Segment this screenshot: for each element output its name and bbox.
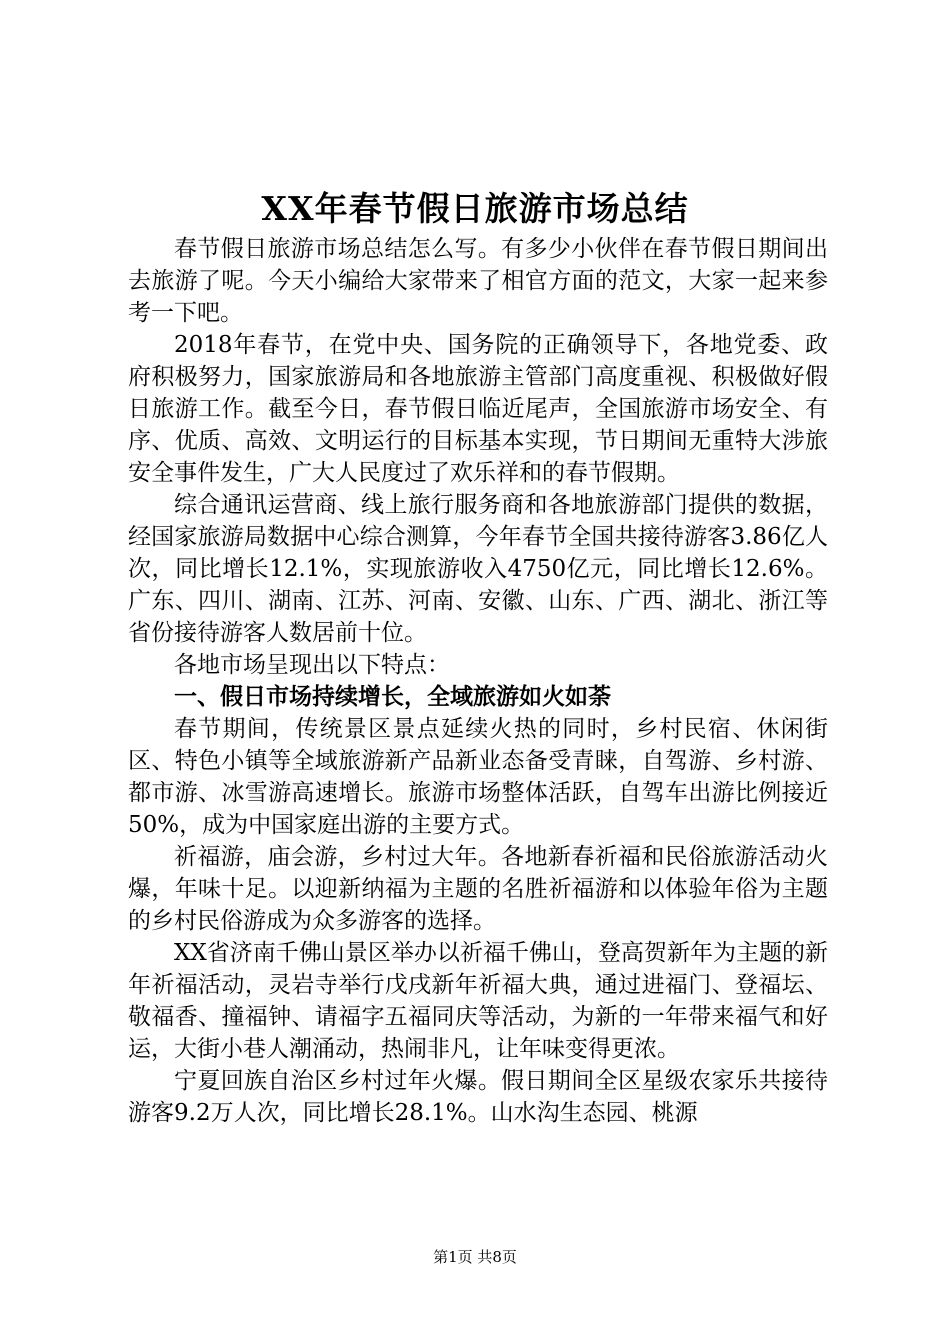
paragraph-overview: 2018年春节，在党中央、国务院的正确领导下，各地党委、政府积极努力，国家旅游局和各地旅游主管部门高度重视、积极做好假日旅游工作。截至今日，春节假日临近尾声，全国旅游市场安全、有序、优质、高效、文明运行的目标基本实现，节日期间无重特大涉旅安全事件发生，广大人民度过了欢乐祥和的春节假期。 — [128, 332, 828, 486]
section-heading-1: 一、假日市场持续增长，全域旅游如火如荼 — [174, 684, 611, 710]
paragraph-spring-festival: 春节期间，传统景区景点延续火热的同时，乡村民宿、休闲街区、特色小镇等全域旅游新产品新业态备受青睐，自驾游、乡村游、都市游、冰雪游高速增长。旅游市场整体活跃，自驾车出游比例接近50%，成为中国家庭出游的主要方式。 — [128, 716, 828, 838]
paragraph-features-lead: 各地市场呈现出以下特点： — [174, 652, 450, 678]
paragraph-blessing-tours: 祈福游，庙会游，乡村过大年。各地新春祈福和民俗旅游活动火爆，年味十足。以迎新纳福为主题的名胜祈福游和以体验年俗为主题的乡村民俗游成为众多游客的选择。 — [128, 844, 828, 934]
paragraph-intro: 春节假日旅游市场总结怎么写。有多少小伙伴在春节假日期间出去旅游了呢。今天小编给大家带来了相官方面的范文，大家一起来参考一下吧。 — [128, 236, 828, 326]
page-number: 第1页 共8页 — [433, 1248, 517, 1266]
paragraph-statistics: 综合通讯运营商、线上旅行服务商和各地旅游部门提供的数据，经国家旅游局数据中心综合测算，今年春节全国共接待游客3.86亿人次，同比增长12.1%，实现旅游收入4750亿元，同比增长12.6%。广东、四川、湖南、江苏、河南、安徽、山东、广西、湖北、浙江等省份接待游客人数居前十位。 — [128, 492, 828, 646]
document-body — [128, 233, 828, 1129]
paragraph-jinan: XX省济南千佛山景区举办以祈福千佛山，登高贺新年为主题的新年祈福活动，灵岩寺举行戊戌新年祈福大典，通过进福门、登福坛、敬福香、撞福钟、请福字五福同庆等活动，为新的一年带来福气和好运，大街小巷人潮涌动，热闹非凡，让年味变得更浓。 — [128, 940, 828, 1062]
document-title: XX年春节假日旅游市场总结 — [261, 189, 689, 228]
paragraph-ningxia: 宁夏回族自治区乡村过年火爆。假日期间全区星级农家乐共接待游客9.2万人次，同比增长28.1%。山水沟生态园、桃源 — [128, 1068, 828, 1126]
